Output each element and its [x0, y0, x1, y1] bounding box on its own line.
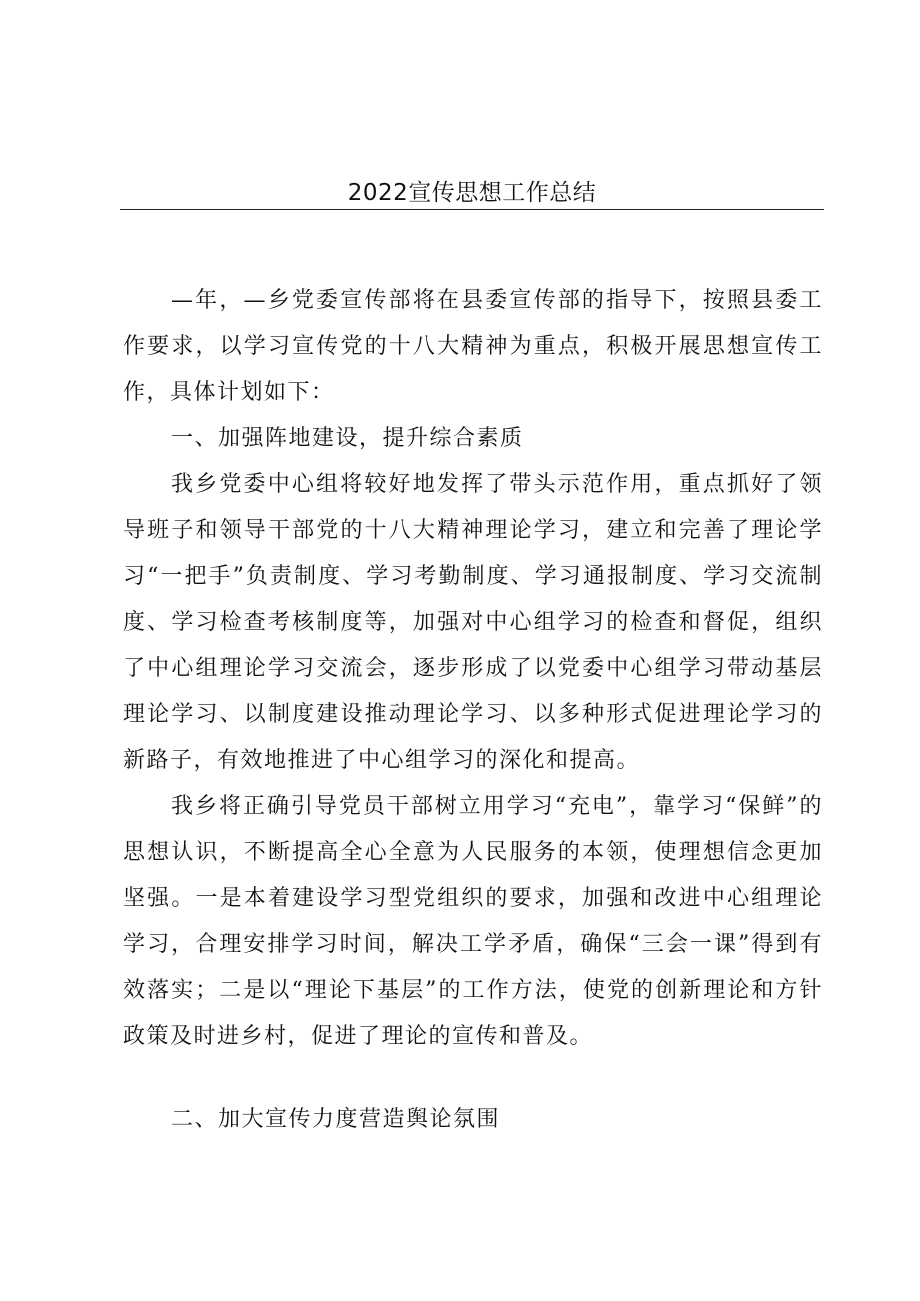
section-1-paragraph-2: 我乡将正确引导党员干部树立用学习“充电”，靠学习“保鲜”的思想认识，不断提高全心全意为人民服务的本领，使理想信念更加坚强。一是本着建设学习型党组织的要求，加强和改进中心组理论学习，合理安排学习时间，解决工学矛盾，确保“三会一课”得到有效落实；二是以“理论下基层”的工作方法，使党的创新理论和方针政策及时进乡村，促进了理论的宣传和普及。 — [123, 794, 823, 1049]
section-1-paragraph-2-block — [123, 784, 823, 1060]
section-1-paragraph-1-block — [123, 462, 823, 784]
title-underline — [120, 209, 824, 210]
intro-block — [123, 278, 823, 416]
section-2-heading-block — [123, 1097, 823, 1143]
document-title: 2022宣传思想工作总结 — [347, 180, 597, 206]
section-1-paragraph-1: 我乡党委中心组将较好地发挥了带头示范作用，重点抓好了领导班子和领导干部党的十八大精神理论学习，建立和完善了理论学习“一把手”负责制度、学习考勤制度、学习通报制度、学习交流制度、学习检查考核制度等，加强对中心组学习的检查和督促，组织了中心组理论学习交流会，逐步形成了以党委中心组学习带动基层理论学习、以制度建设推动理论学习、以多种形式促进理论学习的新路子，有效地推进了中心组学习的深化和提高。 — [123, 472, 823, 773]
intro-paragraph: —年，—乡党委宣传部将在县委宣传部的指导下，按照县委工作要求，以学习宣传党的十八大精神为重点，积极开展思想宣传工作，具体计划如下： — [123, 288, 823, 405]
section-2-heading: 二、加大宣传力度营造舆论氛围 — [171, 1107, 501, 1132]
section-1-heading: 一、加强阵地建设，提升综合素质 — [171, 426, 524, 451]
section-1-heading-block — [123, 416, 823, 462]
